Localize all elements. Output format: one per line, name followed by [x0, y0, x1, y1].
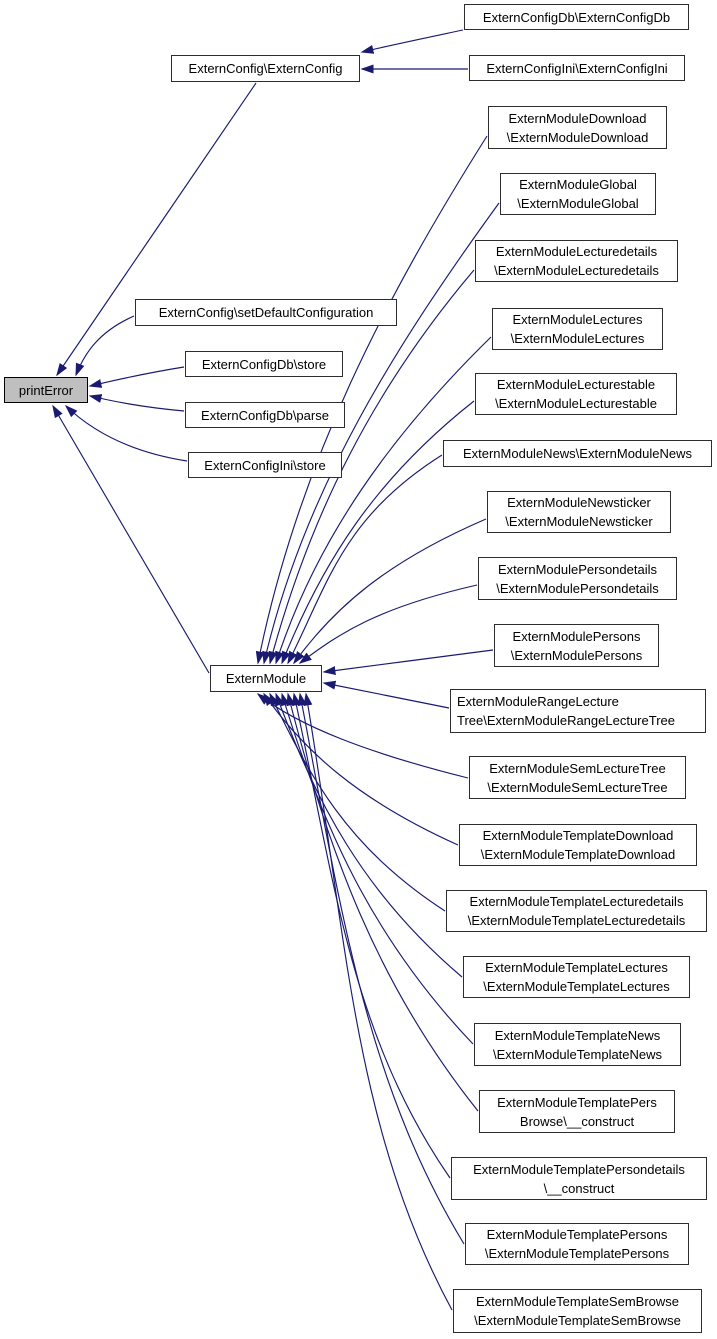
edge-module-templatesembrowse--externmodule — [306, 694, 452, 1310]
edge-configini-store--printerror — [66, 406, 187, 461]
node-label-line: \ExternModuleDownload — [506, 129, 649, 145]
node-label-line: ExternModuleTemplateLectures — [485, 960, 668, 975]
node-configdb-configdb[interactable] — [464, 4, 689, 30]
node-externmodule[interactable] — [210, 665, 322, 692]
edge-module-global--externmodule — [264, 203, 499, 663]
node-label-line: \ExternModuleLecturestable — [495, 396, 657, 411]
node-label-line: \__construct — [543, 1180, 615, 1196]
node-module-templatelectures[interactable] — [463, 956, 690, 998]
node-configini-configini[interactable] — [469, 55, 685, 81]
node-label-line: ExternConfigIni\store — [204, 457, 326, 473]
edge-module-news--externmodule — [288, 455, 442, 663]
node-label-line: ExternConfig\ExternConfig — [188, 61, 343, 76]
edge-module-newsticker--externmodule — [294, 519, 486, 663]
edge-configdb-store--printerror — [90, 367, 184, 386]
node-module-templatenews[interactable] — [474, 1023, 681, 1066]
node-label-line: \ExternModuleGlobal — [517, 196, 639, 211]
node-label-line: ExternModuleSemLectureTree — [489, 760, 666, 776]
node-module-persons[interactable] — [494, 624, 659, 667]
node-label-line: ExternConfigDb\ExternConfigDb — [482, 9, 671, 25]
node-label-line: ExternModuleTemplateLecturedetails — [469, 894, 684, 909]
node-label-line: ExternModuleLectures — [512, 312, 643, 327]
node-label-line: \ExternModuleSemLectureTree — [487, 779, 668, 795]
edge-module-rangelecturetree--externmodule — [324, 683, 449, 708]
node-module-lectures[interactable] — [492, 308, 663, 350]
node-module-newsticker[interactable] — [487, 491, 671, 533]
node-module-templatepersbrowse[interactable] — [479, 1090, 675, 1133]
node-label-line: \ExternModuleLecturedetails — [494, 263, 659, 278]
node-module-lecturedetails[interactable] — [475, 240, 678, 282]
node-label-line: ExternModuleRangeLecture — [457, 694, 619, 709]
node-label-line: ExternModuleGlobal — [519, 177, 637, 192]
node-label-line: \ExternModuleTemplatePersons — [484, 1246, 670, 1261]
node-label-line: ExternModuleTemplatePersondetails — [473, 1161, 685, 1177]
node-label-line: \ExternModuleTemplateSemBrowse — [474, 1313, 681, 1328]
node-label-line: ExternModuleTemplateSemBrowse — [475, 1294, 680, 1309]
node-label-line: ExternConfigDb\parse — [201, 407, 329, 423]
node-module-templatedownload[interactable] — [459, 824, 697, 866]
node-configdb-store[interactable] — [185, 351, 343, 377]
edge-configdb-configdb--externconfig — [362, 30, 463, 52]
node-setdefaultconfiguration[interactable] — [135, 299, 397, 326]
node-printerror — [4, 377, 88, 403]
node-label-line: ExternModuleLecturestable — [496, 377, 656, 392]
node-label-line: \ExternModulePersondetails — [496, 580, 659, 596]
node-label-line: ExternModulePersondetails — [498, 561, 657, 577]
node-module-semlecturetree[interactable] — [469, 756, 686, 799]
node-label-line: \ExternModuleTemplateLectures — [483, 979, 670, 994]
node-configini-store[interactable] — [188, 452, 342, 478]
node-label-line: ExternModulePersons — [512, 628, 641, 644]
node-label-line: ExternModuleTemplatePers — [497, 1094, 657, 1110]
node-label-line: ExternModuleTemplateDownload — [482, 828, 674, 843]
node-label-line: \ExternModuleTemplateLecturedetails — [467, 913, 686, 928]
node-module-templatesembrowse[interactable] — [453, 1289, 702, 1333]
edge-module-persons--externmodule — [324, 650, 493, 672]
node-label-line: ExternModule — [225, 671, 307, 686]
node-configdb-parse[interactable] — [185, 402, 345, 428]
node-module-templatepersons[interactable] — [465, 1223, 689, 1265]
node-label-line: \ExternModuleLectures — [510, 331, 645, 346]
node-label-line: ExternConfigIni\ExternConfigIni — [486, 60, 668, 76]
edge-module-download--externmodule — [258, 136, 487, 663]
node-module-persondetails[interactable] — [478, 557, 677, 600]
edge-setdefaultconfiguration--printerror — [76, 316, 134, 375]
node-label-line: Browse\__construct — [519, 1113, 635, 1129]
node-label-line: ExternModuleNewsticker — [507, 495, 651, 510]
edge-configdb-parse--printerror — [90, 396, 184, 411]
node-module-templatepersondetails[interactable] — [451, 1157, 707, 1200]
node-module-templatelecturedetails[interactable] — [446, 890, 707, 932]
node-label-line: ExternModuleDownload — [508, 110, 647, 126]
node-externconfig[interactable] — [171, 55, 360, 82]
node-label-line: Tree\ExternModuleRangeLectureTree — [457, 713, 675, 728]
node-module-news[interactable] — [443, 440, 712, 467]
node-label-line: ExternConfigDb\store — [201, 356, 327, 372]
node-label-line: ExternModuleNews\ExternModuleNews — [462, 446, 693, 461]
node-module-download[interactable] — [488, 106, 667, 149]
node-label-line: ExternConfig\setDefaultConfiguration — [158, 305, 374, 320]
node-label-line: \ExternModuleTemplateNews — [492, 1046, 663, 1062]
node-label-line: ExternModuleLecturedetails — [495, 244, 658, 259]
edge-module-semlecturetree--externmodule — [258, 694, 468, 778]
node-label-line: \ExternModulePersons — [510, 647, 643, 663]
node-module-lecturestable[interactable] — [475, 373, 677, 415]
edge-module-templatenews--externmodule — [282, 694, 473, 1044]
node-label-line: ExternModuleTemplatePersons — [486, 1227, 668, 1242]
node-label-line: printError — [18, 382, 74, 398]
node-label-line: \ExternModuleNewsticker — [505, 514, 653, 529]
node-label-line: ExternModuleTemplateNews — [494, 1027, 661, 1043]
node-module-global[interactable] — [500, 173, 656, 215]
node-module-rangelecturetree[interactable] — [450, 689, 706, 733]
edge-externconfig--printerror — [57, 83, 256, 375]
node-label-line: \ExternModuleTemplateDownload — [480, 847, 676, 862]
